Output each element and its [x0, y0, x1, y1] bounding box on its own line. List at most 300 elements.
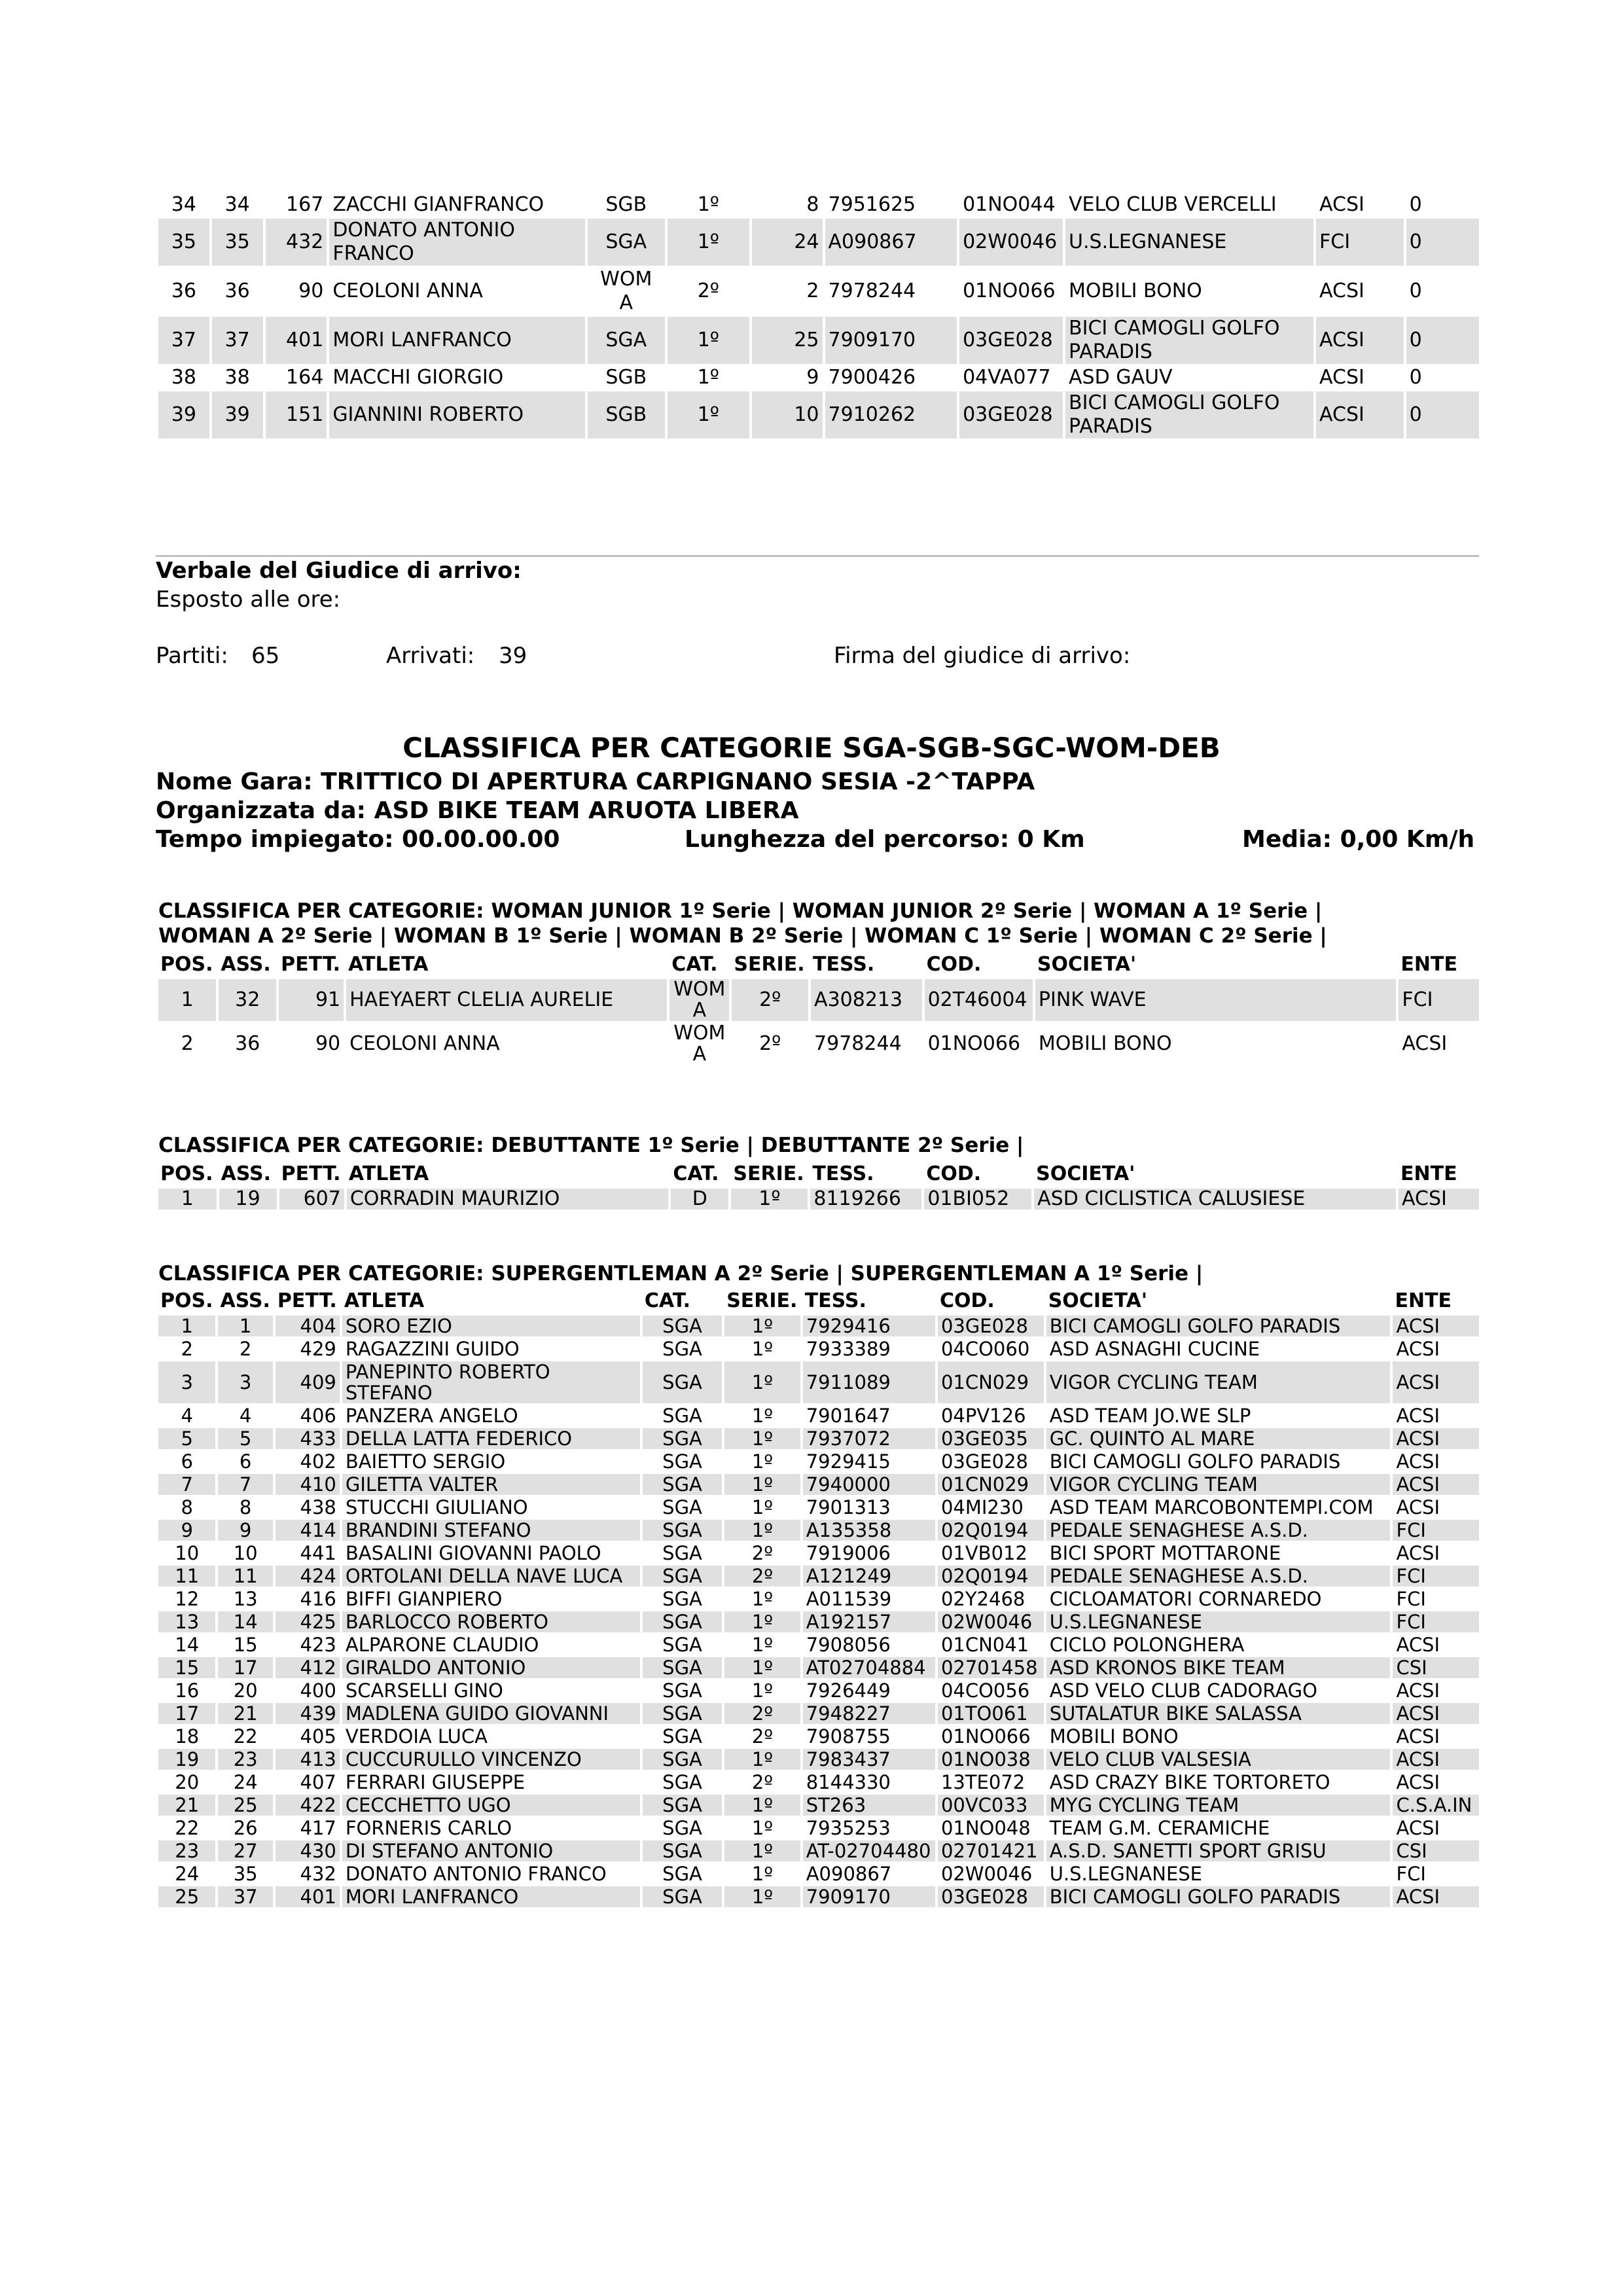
- table-cell: 02Y2468: [940, 1588, 1026, 1610]
- table-cell: ACSI: [1396, 1634, 1440, 1656]
- table-cell: ORTOLANI DELLA NAVE LUCA: [342, 1566, 640, 1587]
- table-cell: ASD GAUV: [1069, 366, 1173, 389]
- table-cell: A121249: [803, 1566, 935, 1587]
- table-row: [158, 1023, 1479, 1065]
- table-cell: SGA: [643, 1840, 722, 1861]
- table-cell: 20: [175, 1771, 200, 1793]
- table-cell: SGA: [588, 219, 665, 266]
- table-cell: 4: [181, 1405, 193, 1427]
- table-cell: 36: [235, 1032, 260, 1055]
- table-cell: 432: [266, 219, 327, 266]
- table-cell: 8119266: [810, 1189, 921, 1210]
- table-cell: 1º: [751, 1496, 774, 1518]
- table-cell: CICLO POLONGHERA: [1049, 1634, 1245, 1656]
- column-header: SERIE.: [726, 1289, 798, 1312]
- table-cell: SCARSELLI GINO: [345, 1679, 503, 1702]
- table-cell: 03GE028: [938, 1886, 1044, 1907]
- table-cell: VELO CLUB VERCELLI: [1069, 193, 1277, 216]
- table-cell: ACSI: [1319, 366, 1364, 389]
- supergentleman-section-title: CLASSIFICA PER CATEGORIE: SUPERGENTLEMAN A 2º Serie | SUPERGENTLEMAN A 1º Serie |: [158, 1262, 1204, 1285]
- table-cell: ACSI: [1393, 1703, 1479, 1724]
- table-cell: SGA: [643, 1886, 722, 1907]
- table-cell: 13TE072: [940, 1771, 1026, 1793]
- table-cell: 01BI052: [924, 1189, 1031, 1210]
- column-header: COD.: [926, 1162, 982, 1185]
- table-cell: 1º: [668, 317, 749, 364]
- race-name: Nome Gara: TRITTICO DI APERTURA CARPIGNANO SESIA -2^TAPPA: [156, 768, 1035, 795]
- table-cell: TEAM G.M. CERAMICHE: [1049, 1817, 1270, 1839]
- table-cell: FCI: [1393, 1520, 1479, 1541]
- debuttante-results-table: [156, 1160, 1482, 1211]
- table-cell: 13: [158, 1611, 215, 1632]
- table-cell: ACSI: [1393, 1474, 1479, 1495]
- table-row: [158, 1316, 1479, 1336]
- table-cell: FCI: [1399, 979, 1479, 1021]
- column-header: SERIE.: [734, 953, 805, 976]
- table-cell: 1º: [751, 1679, 774, 1702]
- table-cell: SGA: [662, 1542, 702, 1564]
- table-cell: 0: [1406, 391, 1479, 439]
- table-cell: 0: [1409, 279, 1422, 302]
- table-cell: 03GE028: [959, 317, 1063, 364]
- table-cell: CORRADIN MAURIZIO: [347, 1189, 668, 1210]
- table-row: [158, 1428, 1479, 1449]
- table-row: [158, 1749, 1479, 1770]
- table-cell: 1º: [724, 1361, 800, 1403]
- table-cell: HAEYAERT CLELIA AURELIE: [346, 979, 667, 1021]
- table-cell: 410: [276, 1474, 340, 1495]
- table-cell: 25: [158, 1886, 215, 1907]
- table-cell: ACSI: [1399, 1189, 1479, 1210]
- table-cell: BICI CAMOGLI GOLFO PARADIS: [1046, 1886, 1391, 1907]
- table-cell: 16: [175, 1679, 200, 1702]
- table-cell: SGA: [643, 1611, 722, 1632]
- column-header: ASS.: [221, 1162, 272, 1185]
- table-cell: 1º: [751, 1405, 774, 1427]
- column-header: PETT.: [277, 1289, 337, 1312]
- table-cell: FCI: [1393, 1566, 1479, 1587]
- table-cell: SGA: [662, 1679, 702, 1702]
- table-cell: 402: [300, 1450, 336, 1473]
- table-cell: CUCCURULLO VINCENZO: [342, 1749, 640, 1770]
- table-cell: BARLOCCO ROBERTO: [342, 1611, 640, 1632]
- table-cell: 5: [158, 1428, 215, 1449]
- table-cell: 19: [219, 1189, 277, 1210]
- table-cell: 422: [276, 1795, 340, 1816]
- table-cell: SGA: [643, 1428, 722, 1449]
- table-cell: 424: [276, 1566, 340, 1587]
- table-cell: SGB: [605, 193, 647, 216]
- table-cell: 25: [752, 317, 823, 364]
- table-cell: 409: [276, 1361, 340, 1403]
- average-speed: Media: 0,00 Km/h: [1242, 826, 1475, 853]
- table-cell: 01CN029: [938, 1361, 1044, 1403]
- partiti-label: Partiti:: [156, 643, 228, 669]
- table-cell: SGA: [662, 1338, 702, 1360]
- table-cell: 04CO060: [940, 1338, 1030, 1360]
- table-cell: 401: [276, 1886, 340, 1907]
- table-cell: 9: [218, 1520, 272, 1541]
- table-cell: SORO EZIO: [342, 1316, 640, 1336]
- table-cell: ACSI: [1396, 1817, 1440, 1839]
- table-cell: 7937072: [803, 1428, 935, 1449]
- table-cell: DONATO ANTONIO FRANCO: [329, 219, 585, 266]
- table-cell: 406: [300, 1405, 336, 1427]
- table-cell: 24: [752, 219, 823, 266]
- table-cell: 405: [300, 1725, 336, 1748]
- column-header: SOCIETA': [1037, 953, 1137, 976]
- table-cell: 7929415: [806, 1450, 891, 1473]
- table-cell: 2º: [697, 279, 719, 302]
- table-cell: PINK WAVE: [1035, 979, 1396, 1021]
- table-cell: AT02704884: [803, 1657, 935, 1678]
- table-cell: 7935253: [806, 1817, 891, 1839]
- table-header-row: [158, 1162, 1479, 1187]
- column-header: TESS.: [812, 1162, 874, 1185]
- table-cell: 2º: [724, 1703, 800, 1724]
- table-cell: 1º: [697, 366, 719, 389]
- column-header: POS.: [160, 1162, 213, 1185]
- table-row: [158, 1566, 1479, 1587]
- column-header: COD.: [939, 1289, 995, 1312]
- table-cell: VIGOR CYCLING TEAM: [1046, 1361, 1391, 1403]
- table-cell: 10: [752, 391, 823, 439]
- table-cell: 1º: [751, 1634, 774, 1656]
- table-cell: 8: [806, 193, 819, 216]
- verbale-title: Verbale del Giudice di arrivo:: [156, 558, 522, 584]
- table-cell: 35: [233, 1863, 258, 1885]
- table-cell: 7901313: [806, 1496, 891, 1518]
- table-cell: 22: [175, 1817, 200, 1839]
- table-cell: A090867: [806, 1863, 892, 1885]
- table-cell: MOBILI BONO: [1049, 1725, 1179, 1748]
- table-cell: 8: [239, 1496, 252, 1518]
- table-cell: 03GE028: [940, 1450, 1028, 1473]
- table-cell: 02701421: [938, 1840, 1044, 1861]
- table-cell: 7929416: [803, 1316, 935, 1336]
- table-cell: 35: [158, 219, 209, 266]
- table-cell: 1º: [724, 1611, 800, 1632]
- table-row: [158, 1189, 1479, 1210]
- table-cell: SGA: [643, 1316, 722, 1336]
- table-cell: CSI: [1393, 1657, 1479, 1678]
- table-cell: 01CN029: [938, 1474, 1044, 1495]
- table-cell: GC. QUINTO AL MARE: [1046, 1428, 1391, 1449]
- table-cell: 432: [300, 1863, 336, 1885]
- table-cell: 1º: [751, 1817, 774, 1839]
- time-elapsed: Tempo impiegato: 00.00.00.00: [156, 826, 560, 853]
- table-cell: GIANNINI ROBERTO: [329, 391, 585, 439]
- table-cell: 34: [171, 193, 196, 216]
- table-cell: 37: [158, 317, 209, 364]
- table-cell: 03GE035: [938, 1428, 1044, 1449]
- table-cell: SGA: [643, 1657, 722, 1678]
- table-cell: 01VB012: [940, 1542, 1027, 1564]
- table-cell: WOM A: [669, 979, 729, 1021]
- table-cell: MYG CYCLING TEAM: [1046, 1795, 1391, 1816]
- table-cell: ASD CICLISTICA CALUSIESE: [1034, 1189, 1396, 1210]
- table-cell: ACSI: [1396, 1771, 1440, 1793]
- table-row: [158, 366, 1479, 389]
- table-cell: 1º: [724, 1886, 800, 1907]
- column-header: SOCIETA': [1048, 1289, 1148, 1312]
- table-cell: MADLENA GUIDO GIOVANNI: [342, 1703, 640, 1724]
- table-cell: 1º: [724, 1840, 800, 1861]
- table-cell: 11: [158, 1566, 215, 1587]
- table-cell: MOBILI BONO: [1069, 279, 1202, 302]
- table-cell: 22: [233, 1725, 258, 1748]
- table-cell: 7926449: [806, 1679, 891, 1702]
- table-cell: SGA: [643, 1795, 722, 1816]
- women-section-title-1: CLASSIFICA PER CATEGORIE: WOMAN JUNIOR 1º Serie | WOMAN JUNIOR 2º Serie | WOMAN A 1º Serie |: [158, 899, 1323, 923]
- table-cell: 1º: [724, 1795, 800, 1816]
- table-cell: 15: [158, 1657, 215, 1678]
- table-cell: 417: [300, 1817, 336, 1839]
- table-cell: 39: [212, 391, 263, 439]
- table-cell: 8: [181, 1496, 193, 1518]
- table-cell: 6: [181, 1450, 193, 1473]
- table-row: [158, 1588, 1479, 1609]
- table-cell: WOM A: [600, 268, 652, 314]
- table-cell: WOM A: [673, 1022, 726, 1066]
- table-cell: CEOLONI ANNA: [349, 1032, 500, 1055]
- table-cell: 9: [806, 366, 819, 389]
- table-cell: 1: [218, 1316, 272, 1336]
- table-cell: D: [671, 1189, 728, 1210]
- table-cell: MORI LANFRANCO: [342, 1886, 640, 1907]
- table-cell: 1: [158, 979, 216, 1021]
- table-cell: 7983437: [803, 1749, 935, 1770]
- table-cell: ACSI: [1316, 317, 1404, 364]
- column-header: ENTE: [1400, 1162, 1457, 1185]
- table-row: [158, 1840, 1479, 1861]
- table-cell: 1º: [724, 1428, 800, 1449]
- table-cell: 02W0046: [959, 219, 1063, 266]
- table-cell: 1º: [724, 1316, 800, 1336]
- table-cell: 1º: [668, 219, 749, 266]
- column-header: CAT.: [644, 1289, 691, 1312]
- table-cell: DELLA LATTA FEDERICO: [342, 1428, 640, 1449]
- table-cell: DI STEFANO ANTONIO: [342, 1840, 640, 1861]
- table-cell: 17: [158, 1703, 215, 1724]
- table-cell: 1º: [751, 1338, 774, 1360]
- table-cell: 0: [1409, 193, 1422, 216]
- table-cell: 1º: [668, 391, 749, 439]
- table-cell: 02T46004: [925, 979, 1033, 1021]
- table-cell: 429: [300, 1338, 336, 1360]
- table-cell: SGA: [662, 1817, 702, 1839]
- table-row: [158, 268, 1479, 315]
- table-cell: 151: [266, 391, 327, 439]
- table-cell: 1º: [751, 1863, 774, 1885]
- table-cell: 7: [218, 1474, 272, 1495]
- section-divider: [156, 555, 1479, 557]
- women-section-title-2: WOMAN A 2º Serie | WOMAN B 1º Serie | WOMAN B 2º Serie | WOMAN C 1º Serie | WOMAN C 2º Serie |: [158, 924, 1327, 948]
- table-cell: BICI CAMOGLI GOLFO PARADIS: [1065, 391, 1313, 439]
- table-cell: ASD CRAZY BIKE TORTORETO: [1049, 1771, 1330, 1793]
- table-cell: C.S.A.IN: [1393, 1795, 1479, 1816]
- table-row: [158, 219, 1479, 266]
- table-row: [158, 1338, 1479, 1359]
- table-cell: 7900426: [828, 366, 916, 389]
- table-cell: STUCCHI GIULIANO: [345, 1496, 528, 1518]
- table-cell: 2: [239, 1338, 252, 1360]
- table-cell: 1º: [724, 1474, 800, 1495]
- table-cell: 1: [158, 1189, 217, 1210]
- women-results-table: [156, 950, 1482, 1067]
- column-header: ATLETA: [348, 1162, 429, 1185]
- table-cell: ACSI: [1396, 1450, 1440, 1473]
- table-cell: 7978244: [828, 279, 916, 302]
- table-cell: 0: [1406, 317, 1479, 364]
- table-cell: 7908056: [806, 1634, 891, 1656]
- table-cell: ASD VELO CLUB CADORAGO: [1049, 1679, 1317, 1702]
- table-cell: MACCHI GIORGIO: [332, 366, 504, 389]
- column-header: PETT.: [281, 953, 341, 976]
- table-cell: 433: [276, 1428, 340, 1449]
- table-cell: BICI CAMOGLI GOLFO PARADIS: [1046, 1316, 1391, 1336]
- table-cell: 36: [171, 279, 196, 302]
- table-cell: A308213: [811, 979, 922, 1021]
- table-cell: FERRARI GIUSEPPE: [345, 1771, 526, 1793]
- column-header: POS.: [160, 1289, 213, 1312]
- table-cell: 400: [300, 1679, 336, 1702]
- table-cell: 24: [233, 1771, 258, 1793]
- column-header: SERIE.: [733, 1162, 804, 1185]
- table-cell: ACSI: [1396, 1405, 1440, 1427]
- table-cell: 1º: [751, 1450, 774, 1473]
- table-cell: 167: [286, 193, 324, 216]
- table-cell: BAIETTO SERGIO: [345, 1450, 506, 1473]
- table-cell: 7919006: [806, 1542, 891, 1564]
- table-cell: 0: [1406, 219, 1479, 266]
- table-cell: 04CO056: [940, 1679, 1030, 1702]
- table-cell: 401: [266, 317, 327, 364]
- table-cell: ACSI: [1396, 1338, 1440, 1360]
- table-row: [158, 1818, 1479, 1839]
- table-cell: ACSI: [1393, 1361, 1479, 1403]
- table-cell: 416: [300, 1588, 336, 1610]
- table-cell: PEDALE SENAGHESE A.S.D.: [1046, 1566, 1391, 1587]
- table-cell: ASD TEAM MARCOBONTEMPI.COM: [1049, 1496, 1374, 1518]
- column-header: CAT.: [671, 953, 718, 976]
- table-cell: 3: [218, 1361, 272, 1403]
- table-cell: 01NO066: [927, 1032, 1021, 1055]
- table-cell: SGA: [662, 1405, 702, 1427]
- table-cell: A192157: [803, 1611, 935, 1632]
- course-length: Lunghezza del percorso: 0 Km: [685, 826, 1085, 853]
- table-cell: 23: [158, 1840, 215, 1861]
- table-cell: SGA: [662, 1450, 702, 1473]
- arrivati-label: Arrivati:: [386, 643, 475, 669]
- table-cell: SGA: [643, 1566, 722, 1587]
- table-cell: 14: [218, 1611, 272, 1632]
- supergentleman-results-table: [156, 1287, 1482, 1909]
- table-cell: FCI: [1316, 219, 1404, 266]
- table-cell: ACSI: [1393, 1749, 1479, 1770]
- table-cell: U.S.LEGNANESE: [1065, 219, 1313, 266]
- table-cell: 25: [218, 1795, 272, 1816]
- table-row: [158, 1703, 1479, 1724]
- table-row: [158, 317, 1479, 364]
- table-cell: 441: [300, 1542, 336, 1564]
- table-cell: 2º: [751, 1771, 774, 1793]
- column-header: ENTE: [1395, 1289, 1452, 1312]
- table-cell: 2: [181, 1338, 193, 1360]
- table-cell: ASD ASNAGHI CUCINE: [1049, 1338, 1260, 1360]
- table-cell: SGA: [662, 1634, 702, 1656]
- table-cell: 8144330: [806, 1771, 891, 1793]
- table-cell: BICI CAMOGLI GOLFO PARADIS: [1065, 317, 1313, 364]
- table-cell: 20: [233, 1679, 258, 1702]
- table-cell: 39: [158, 391, 209, 439]
- table-cell: BIFFI GIANPIERO: [345, 1588, 503, 1610]
- table-cell: 21: [158, 1795, 215, 1816]
- table-cell: 04MI230: [940, 1496, 1024, 1518]
- table-cell: 90: [315, 1032, 341, 1055]
- table-cell: 7908755: [806, 1725, 891, 1748]
- table-cell: 01NO038: [938, 1749, 1044, 1770]
- table-cell: 412: [276, 1657, 340, 1678]
- table-cell: ACSI: [1402, 1032, 1448, 1055]
- table-cell: 7940000: [803, 1474, 935, 1495]
- column-header: CAT.: [673, 1162, 719, 1185]
- table-row: [158, 193, 1479, 217]
- table-cell: CECCHETTO UGO: [342, 1795, 640, 1816]
- table-cell: U.S.LEGNANESE: [1049, 1863, 1203, 1885]
- table-cell: PANZERA ANGELO: [345, 1405, 518, 1427]
- table-cell: U.S.LEGNANESE: [1046, 1611, 1391, 1632]
- table-cell: ALPARONE CLAUDIO: [345, 1634, 539, 1656]
- table-cell: 02W0046: [938, 1611, 1044, 1632]
- table-cell: PEDALE SENAGHESE A.S.D.: [1046, 1520, 1391, 1541]
- table-cell: 2: [181, 1032, 194, 1055]
- table-cell: 26: [233, 1817, 258, 1839]
- table-cell: 1º: [751, 1588, 774, 1610]
- organizer: Organizzata da: ASD BIKE TEAM ARUOTA LIBERA: [156, 797, 799, 824]
- table-cell: BRANDINI STEFANO: [342, 1520, 640, 1541]
- table-cell: ACSI: [1396, 1725, 1440, 1748]
- table-cell: SGA: [643, 1749, 722, 1770]
- table-cell: 02Q0194: [938, 1566, 1044, 1587]
- table-row: [158, 1543, 1479, 1564]
- column-header: ASS.: [221, 953, 271, 976]
- table-cell: BICI SPORT MOTTARONE: [1049, 1542, 1281, 1564]
- table-cell: 7978244: [814, 1032, 902, 1055]
- table-cell: 2º: [759, 1032, 781, 1055]
- table-cell: SGA: [662, 1771, 702, 1793]
- table-cell: 02Q0194: [938, 1520, 1044, 1541]
- table-cell: ACSI: [1319, 193, 1364, 216]
- table-row: [158, 1680, 1479, 1701]
- table-cell: SGA: [643, 1361, 722, 1403]
- table-cell: 35: [212, 219, 263, 266]
- table-cell: 01CN041: [940, 1634, 1029, 1656]
- table-cell: CSI: [1393, 1840, 1479, 1861]
- partiti-value: 65: [251, 643, 280, 669]
- table-cell: 7951625: [828, 193, 916, 216]
- table-cell: 37: [218, 1886, 272, 1907]
- table-cell: 19: [158, 1749, 215, 1770]
- results-table-continued: [156, 191, 1482, 440]
- table-cell: 7901647: [806, 1405, 891, 1427]
- table-cell: 01NO066: [963, 279, 1056, 302]
- table-row: [158, 1520, 1479, 1541]
- table-cell: 02701458: [938, 1657, 1044, 1678]
- table-cell: 10: [233, 1542, 258, 1564]
- table-cell: 438: [300, 1496, 336, 1518]
- table-cell: 23: [218, 1749, 272, 1770]
